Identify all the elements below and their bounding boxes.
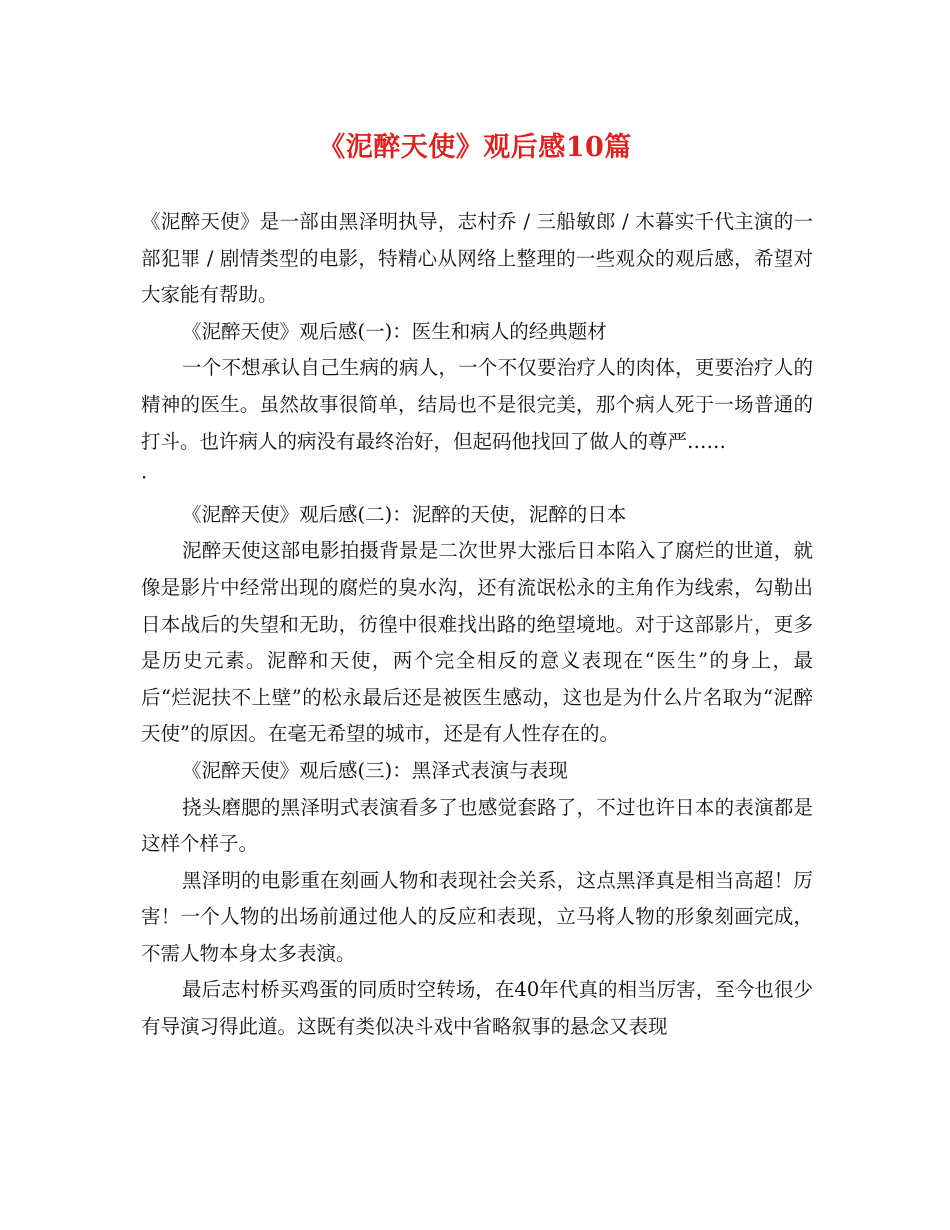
- body-paragraph: 一个不想承认自己生病的病人，一个不仅要治疗人的肉体，更要治疗人的精神的医生。虽然故事很简单，结局也不是很完美，那个病人死于一场普通的打斗。也许病人的病没有最终治好，但起码他找回了做人的尊严……: [141, 356, 813, 453]
- body-paragraph: 最后志村桥买鸡蛋的同质时空转场，在40年代真的相当厉害，至今也很少有导演习得此道。这既有类似决斗戏中省略叙事的悬念又表现: [141, 978, 813, 1039]
- body-paragraph: 黑泽明的电影重在刻画人物和表现社会关系，这点黑泽真是相当高超！厉害！一个人物的出场前通过他人的反应和表现，立马将人物的形象刻画完成，不需人物本身太多表演。: [141, 868, 813, 965]
- body-paragraph: 挠头磨腮的黑泽明式表演看多了也感觉套路了，不过也许日本的表演都是这样个样子。: [141, 795, 813, 856]
- document-title: 《泥醉天使》观后感10篇: [318, 132, 632, 163]
- section-heading-2: 《泥醉天使》观后感(二)：泥醉的天使，泥醉的日本: [182, 502, 627, 526]
- document-body: [141, 204, 813, 1046]
- section-heading-1: 《泥醉天使》观后感(一)：医生和病人的经典题材: [182, 319, 607, 343]
- body-paragraph: 泥醉天使这部电影拍摄背景是二次世界大涨后日本陷入了腐烂的世道，就像是影片中经常出现的腐烂的臭水沟，还有流氓松永的主角作为线索，勾勒出日本战后的失望和无助，彷徨中很难找出路的绝望境地。对于这部影片，更多是历史元素。泥醉和天使，两个完全相反的意义表现在“医生”的身上，最后“烂泥扶不上壁”的松永最后还是被医生感动，这也是为什么片名取为“泥醉天使”的原因。在毫无希望的城市，还是有人性存在的。: [141, 539, 813, 746]
- section-heading-3: 《泥醉天使》观后感(三)：黑泽式表演与表现: [182, 758, 568, 782]
- separator-dot: ·: [141, 466, 148, 490]
- intro-paragraph: 《泥醉天使》是一部由黑泽明执导，志村乔 / 三船敏郎 / 木暮实千代主演的一部犯罪 / 剧情类型的电影，特精心从网络上整理的一些观众的观后感，希望对大家能有帮助。: [141, 210, 813, 307]
